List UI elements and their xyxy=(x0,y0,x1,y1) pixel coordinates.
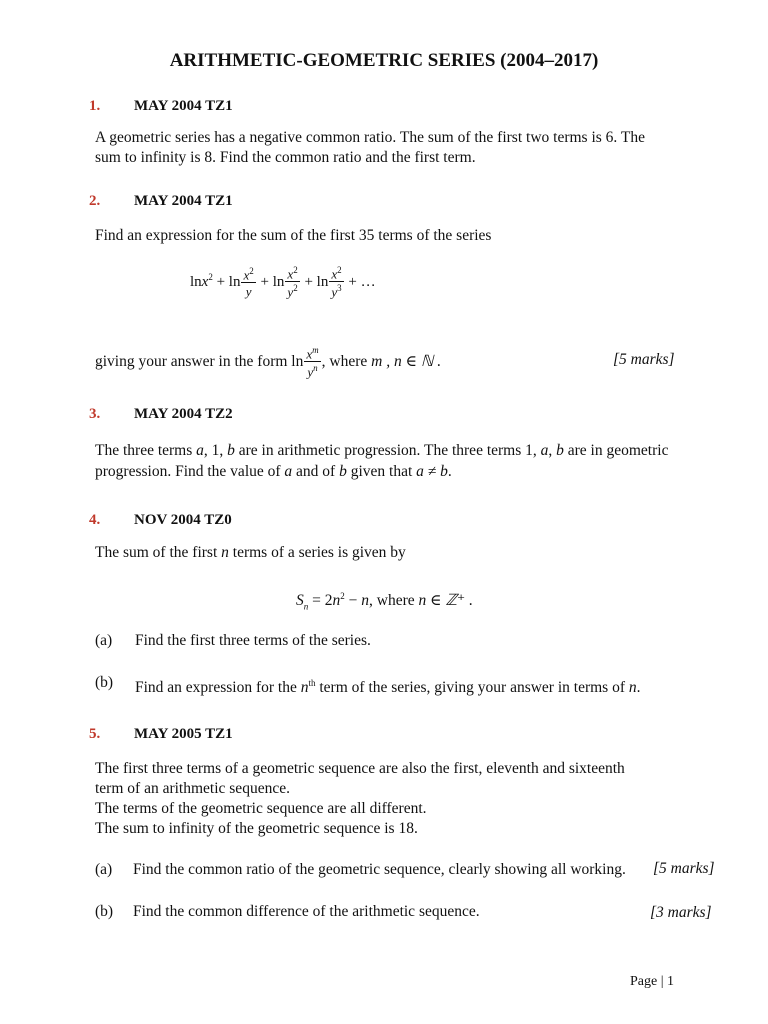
page-title: ARITHMETIC-GEOMETRIC SERIES (2004–2017) xyxy=(169,50,599,71)
question-number: 4. xyxy=(89,512,101,528)
part-label: (b) xyxy=(95,903,114,920)
question-text-line: The three terms a, 1, b are in arithmetic progression. The three terms 1, a, b are in geometric xyxy=(95,442,669,459)
part-label: (a) xyxy=(95,861,113,878)
question-text-line: The terms of the geometric sequence are all different. xyxy=(95,800,427,817)
question-number: 5. xyxy=(89,726,101,742)
part-text: Find the first three terms of the series. xyxy=(135,632,371,649)
marks-label: [3 marks] xyxy=(650,904,712,921)
marks-label: [5 marks] xyxy=(653,860,715,877)
question-header: MAY 2004 TZ1 xyxy=(134,98,233,114)
marks-label: [5 marks] xyxy=(613,351,675,368)
question-header: MAY 2005 TZ1 xyxy=(134,726,233,742)
part-label: (a) xyxy=(95,632,113,649)
question-text-line: The sum to infinity of the geometric sequence is 18. xyxy=(95,820,418,837)
part-text: Find the common ratio of the geometric sequence, clearly showing all working. xyxy=(133,861,626,878)
answer-form-text: giving your answer in the form xyxy=(95,352,288,370)
series-formula: lnx$^2$ + ln $\frac{x^2}{y}$ + ln $\frac{x^2}{y^2}$ + ln $\frac{x^2}{y^3}$ + … xyxy=(190,265,376,300)
part-text: Find the common difference of the arithmetic sequence. xyxy=(133,903,480,920)
question-header: MAY 2004 TZ1 xyxy=(134,193,233,209)
question-text-line: progression. Find the value of a and of b given that a ≠ b. xyxy=(95,463,452,480)
question-text-line: Find an expression for the sum of the first 35 terms of the series xyxy=(95,227,492,244)
question-header: NOV 2004 TZ0 xyxy=(134,512,232,528)
part-text: Find an expression for the $n^{th}$ term of the series, giving your answer in terms of n. xyxy=(135,678,641,697)
question-text-line: The sum of the first n terms of a series is given by xyxy=(95,544,406,561)
question-number: 2. xyxy=(89,193,101,209)
sum-formula: $S_n = 2n^2 - n$, where n ∈ ℤ⁺ . xyxy=(296,591,473,612)
question-text-line: sum to infinity is 8. Find the common ratio and the first term. xyxy=(95,149,476,166)
answer-set-text: m , n ∈ ℕ . xyxy=(371,352,442,370)
answer-where-text: , where xyxy=(321,352,368,370)
answer-form-line: giving your answer in the form ln $\frac{x^m}{y^n}$ , where m , n ∈ ℕ . xyxy=(95,345,442,380)
part-label: (b) xyxy=(95,674,114,691)
question-text-line: A geometric series has a negative common ratio. The sum of the first two terms is 6. The xyxy=(95,129,645,146)
page-number: Page | 1 xyxy=(630,974,675,989)
question-number: 1. xyxy=(89,98,101,114)
question-text-line: term of an arithmetic sequence. xyxy=(95,780,290,797)
question-number: 3. xyxy=(89,406,101,422)
question-header: MAY 2004 TZ2 xyxy=(134,406,233,422)
question-text-line: The first three terms of a geometric sequence are also the first, eleventh and sixteenth xyxy=(95,760,625,777)
